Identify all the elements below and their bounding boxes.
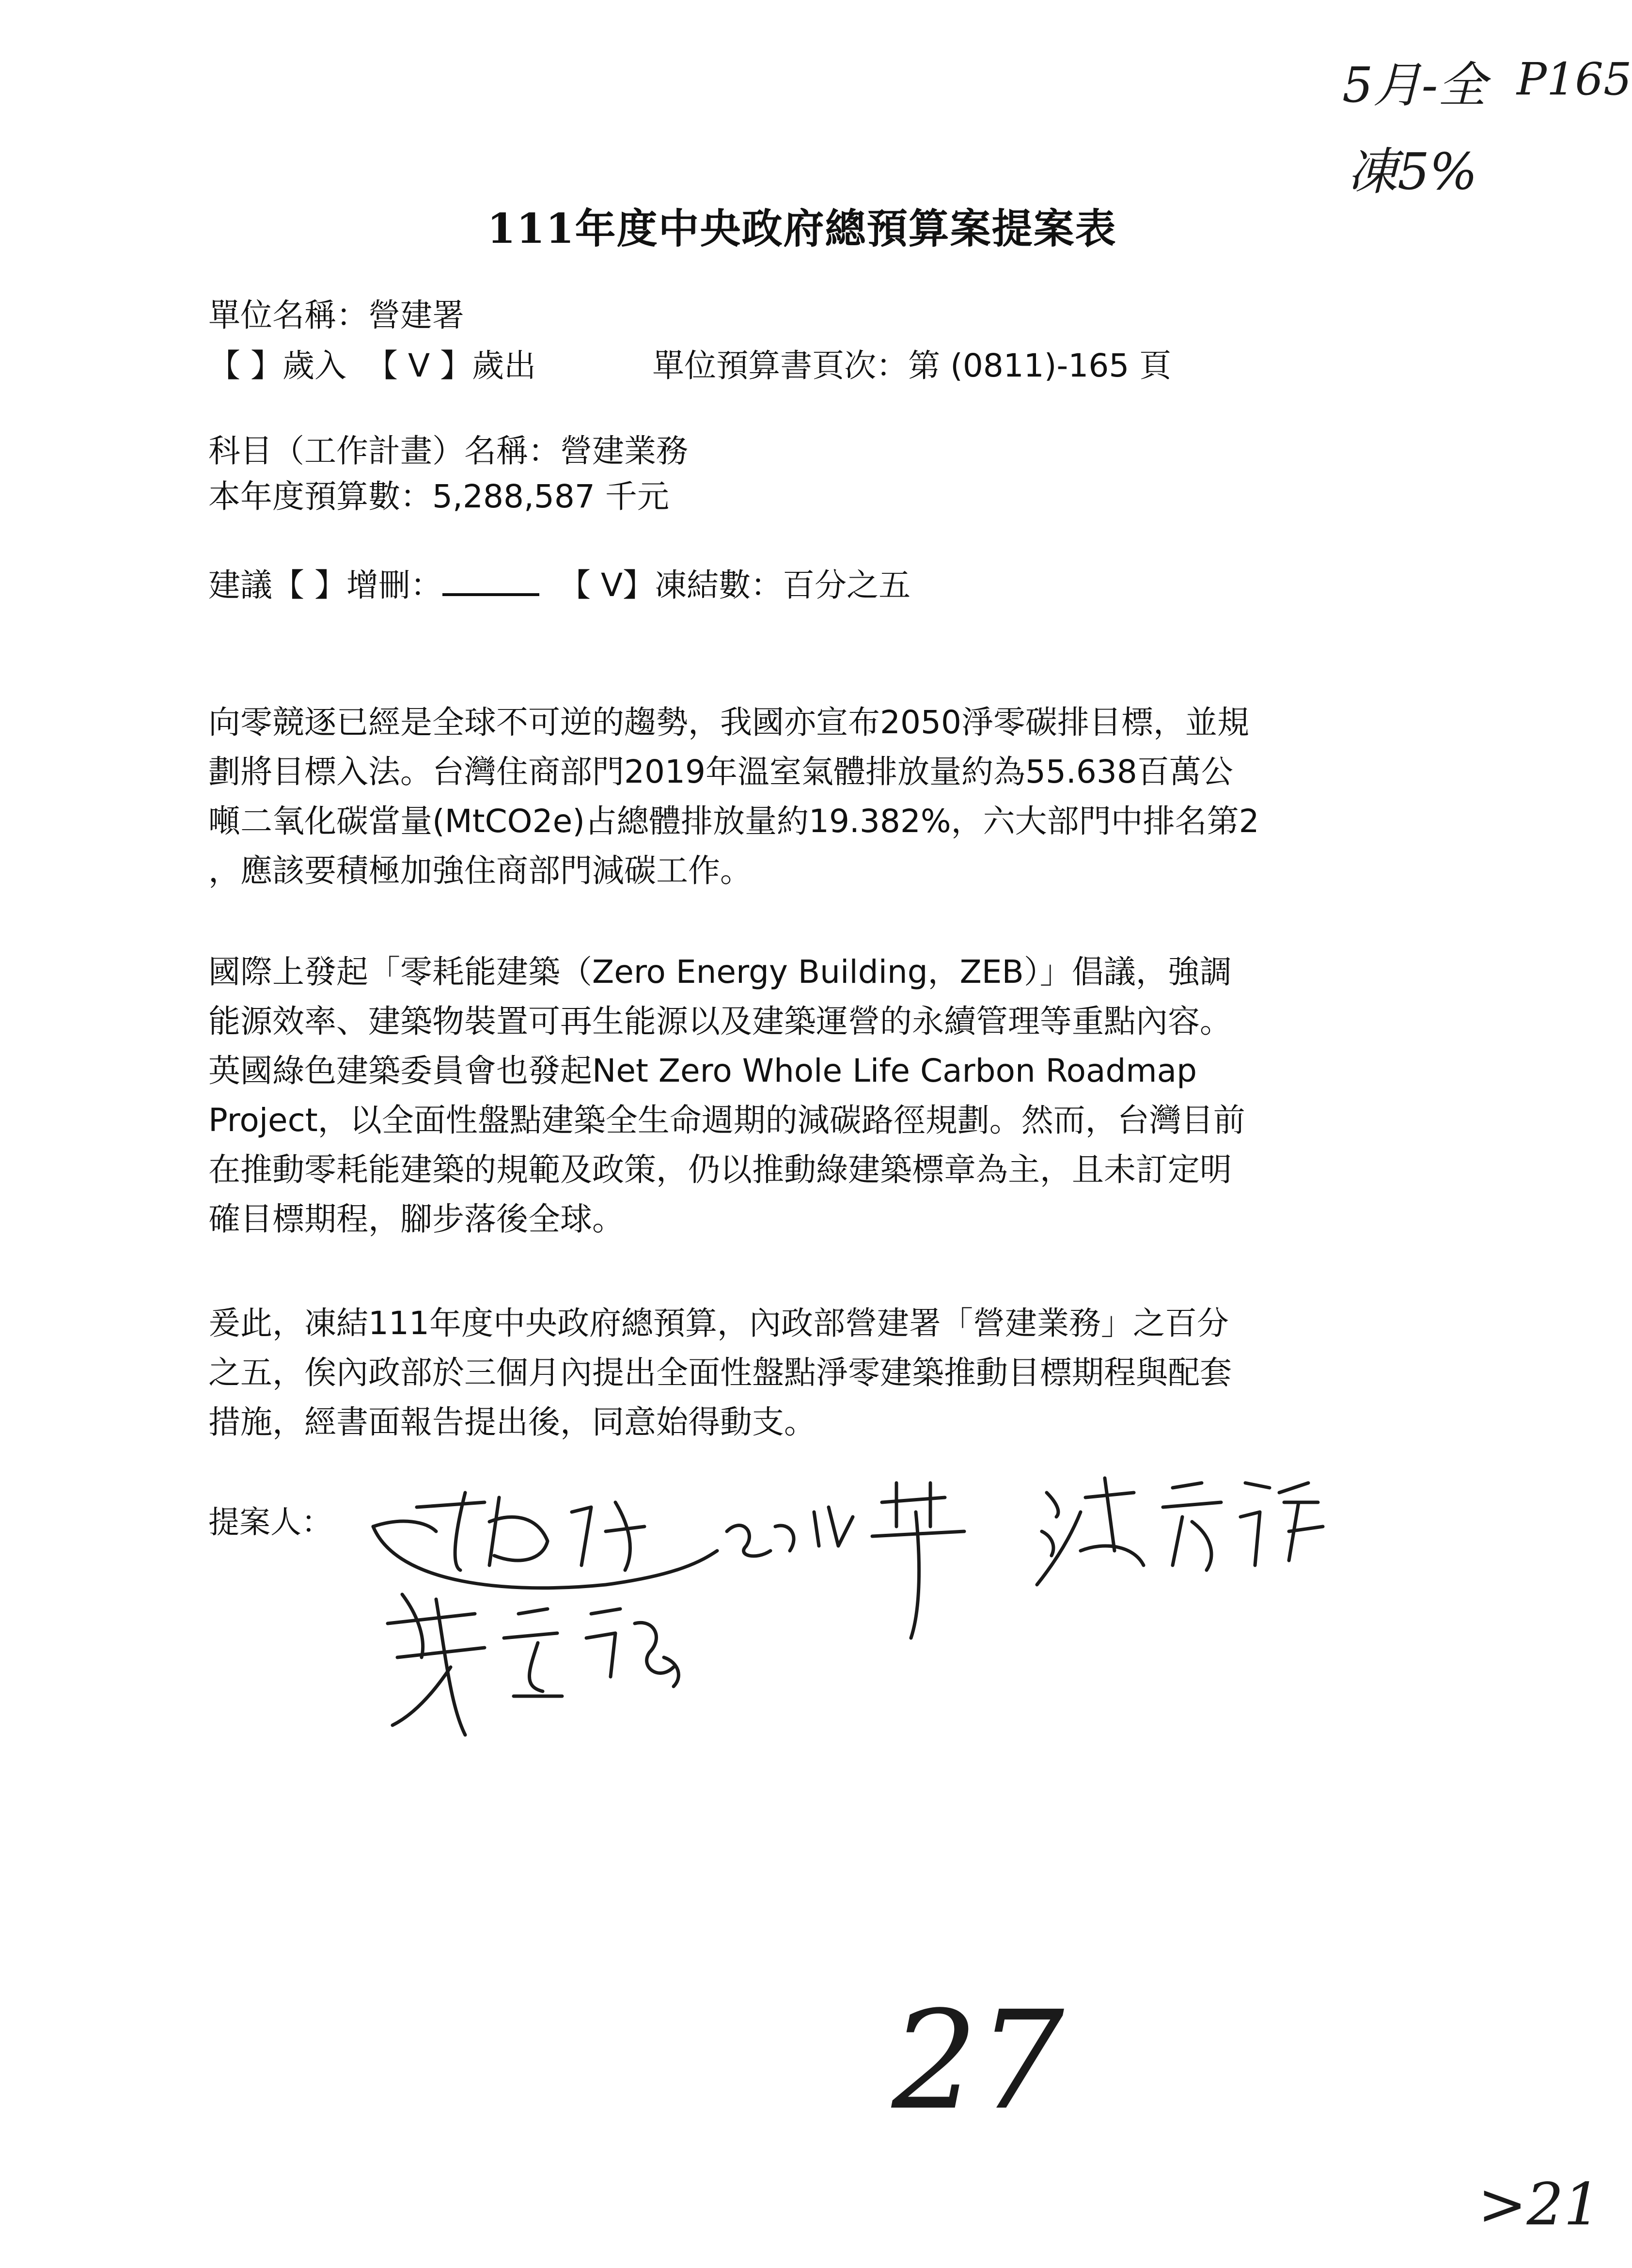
paragraph-line: 噸二氧化碳當量(MtCO2e)占總體排放量約19.382%，六大部門中排名第2 bbox=[208, 803, 1259, 840]
budget-page-label: 單位預算書頁次：第 (0811)-165 頁 bbox=[652, 347, 1172, 384]
paragraph-line: 之五，俟內政部於三個月內提出全面性盤點淨零建築推動目標期程與配套 bbox=[208, 1354, 1232, 1391]
signature-3 bbox=[1037, 1478, 1323, 1585]
budget-label: 本年度預算數： bbox=[208, 478, 432, 515]
proposer-label: 提案人： bbox=[208, 1505, 332, 1541]
corner-note-line2: 凍5% bbox=[1347, 142, 1477, 201]
signature-2 bbox=[727, 1483, 964, 1638]
paragraph-line: ，應該要積極加強住商部門減碳工作。 bbox=[208, 852, 752, 889]
paragraph-line: 措施，經書面報告提出後，同意始得動支。 bbox=[208, 1403, 816, 1441]
paragraph-line: 英國綠色建築委員會也發起Net Zero Whole Life Carbon Roadmap bbox=[208, 1052, 1197, 1089]
proposal-prefix: 建議【 】增刪： bbox=[208, 567, 442, 604]
handwritten-page-number: 27 bbox=[892, 1982, 1065, 2140]
paragraph-line: 在推動零耗能建築的規範及政策，仍以推動綠建築標章為主，且未訂定明 bbox=[208, 1151, 1232, 1188]
subject-value: 營建業務 bbox=[560, 432, 688, 470]
paragraph-line: 能源效率、建築物裝置可再生能源以及建築運營的永續管理等重點內容。 bbox=[208, 1003, 1232, 1040]
paragraph-line: 劃將目標入法。台灣住商部門2019年溫室氣體排放量約為55.638百萬公 bbox=[208, 753, 1233, 790]
subject-label: 科目（工作計畫）名稱： bbox=[208, 432, 560, 470]
page-title: 111年度中央政府總預算案提案表 bbox=[487, 205, 1117, 252]
bottom-corner-mark: >21 bbox=[1478, 2171, 1601, 2238]
paragraph-line: 向零競逐已經是全球不可逆的趨勢，我國亦宣布2050淨零碳排目標，並規 bbox=[208, 704, 1249, 741]
budget-value: 5,288,587 千元 bbox=[432, 478, 669, 515]
corner-note-line1: 5月-全 bbox=[1342, 57, 1487, 113]
expense-mark: 【 V 】歲出 bbox=[365, 347, 536, 384]
paragraph-line: 國際上發起「零耗能建築（Zero Energy Building，ZEB）」倡議，強調 bbox=[208, 953, 1232, 991]
unit-value: 營建署 bbox=[368, 297, 464, 334]
signature-1 bbox=[373, 1493, 644, 1570]
signature-4 bbox=[388, 1594, 678, 1735]
unit-label: 單位名稱： bbox=[208, 297, 368, 334]
paragraph-line: Project，以全面性盤點建築全生命週期的減碳路徑規劃。然而，台灣目前 bbox=[208, 1102, 1245, 1139]
corner-note-page-ref: P165 bbox=[1517, 53, 1632, 105]
revenue-mark: 【 】歲入 bbox=[208, 347, 346, 384]
paragraph-line: 爰此，凍結111年度中央政府總預算，內政部營建署「營建業務」之百分 bbox=[208, 1305, 1229, 1342]
freeze-amount: 【 V】凍結數：百分之五 bbox=[558, 567, 911, 604]
paragraph-line: 確目標期程，腳步落後全球。 bbox=[208, 1200, 624, 1238]
